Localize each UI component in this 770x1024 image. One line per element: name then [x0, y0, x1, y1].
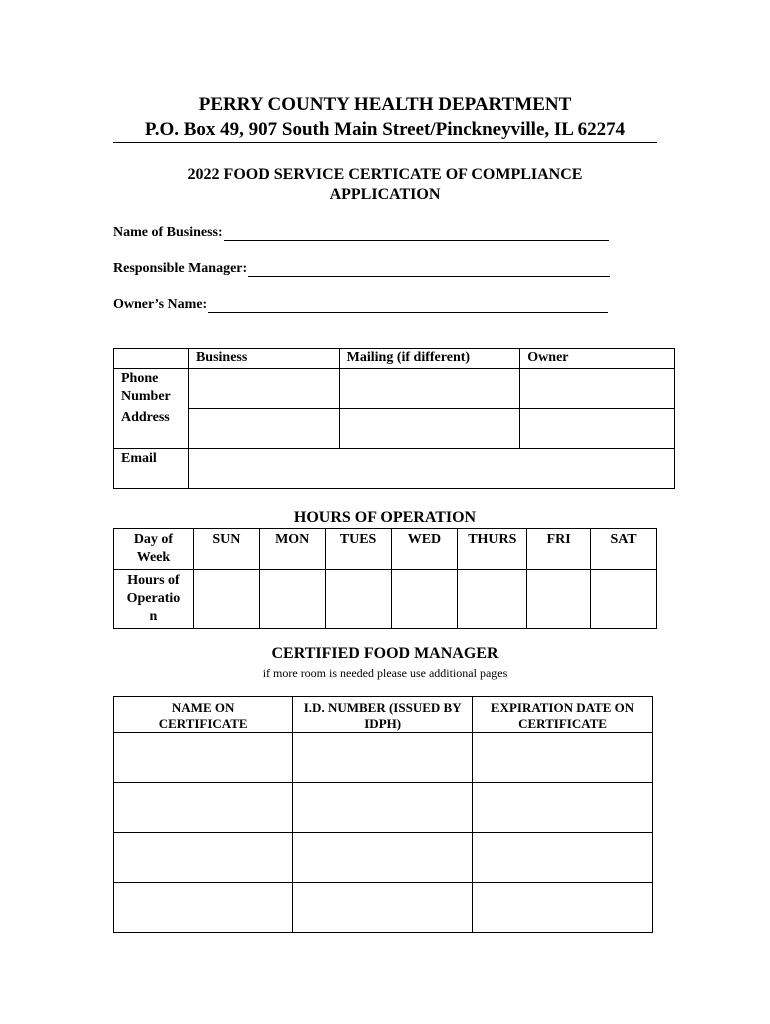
- cfm-name-cell[interactable]: [114, 783, 293, 833]
- contact-corner-cell: [114, 349, 189, 369]
- cfm-expiration-cell[interactable]: [473, 733, 653, 783]
- hours-table: [113, 528, 657, 629]
- responsible-manager-line[interactable]: [248, 262, 610, 277]
- header-underline: [113, 142, 657, 143]
- cfm-name-cell[interactable]: [114, 733, 293, 783]
- mailing-address-cell[interactable]: [339, 409, 520, 449]
- business-name-line[interactable]: [224, 226, 609, 241]
- contact-table: [113, 348, 675, 489]
- day-sun: SUN: [193, 529, 259, 570]
- business-name-label: Name of Business:: [113, 225, 223, 240]
- form-title-continued: APPLICATION: [329, 186, 441, 203]
- cfm-id-cell[interactable]: [293, 833, 473, 883]
- hours-of-operation-label: Hours of Operatio n: [114, 570, 194, 629]
- cfm-name-cell[interactable]: [114, 833, 293, 883]
- responsible-manager-label: Responsible Manager:: [113, 261, 248, 276]
- day-thurs: THURS: [458, 529, 527, 570]
- hours-sat-cell[interactable]: [591, 570, 657, 629]
- business-address-cell[interactable]: [188, 409, 339, 449]
- day-mon: MON: [259, 529, 325, 570]
- hours-fri-cell[interactable]: [527, 570, 591, 629]
- business-phone-cell[interactable]: [188, 369, 339, 409]
- owner-address-cell[interactable]: [520, 409, 675, 449]
- column-header-business: Business: [188, 349, 339, 369]
- column-header-name-on-certificate: NAME ON CERTIFICATE: [114, 697, 293, 733]
- cfm-name-cell[interactable]: [114, 883, 293, 933]
- day-fri: FRI: [527, 529, 591, 570]
- cfm-id-cell[interactable]: [293, 883, 473, 933]
- column-header-mailing: Mailing (if different): [339, 349, 520, 369]
- responsible-manager-field[interactable]: [113, 261, 610, 277]
- mailing-phone-cell[interactable]: [339, 369, 520, 409]
- day-of-week-label: Day of Week: [114, 529, 194, 570]
- row-label-phone-address: [114, 369, 189, 449]
- hours-tues-cell[interactable]: [325, 570, 391, 629]
- cfm-title: CERTIFIED FOOD MANAGER: [271, 645, 499, 662]
- cfm-expiration-cell[interactable]: [473, 833, 653, 883]
- department-address: P.O. Box 49, 907 South Main Street/Pinckneyville, IL 62274: [144, 119, 626, 140]
- hours-wed-cell[interactable]: [391, 570, 458, 629]
- row-label-address: Address: [121, 410, 170, 425]
- column-header-id-number: I.D. NUMBER (ISSUED BY IDPH): [293, 697, 473, 733]
- cfm-id-cell[interactable]: [293, 783, 473, 833]
- hours-sun-cell[interactable]: [193, 570, 259, 629]
- business-name-field[interactable]: [113, 225, 609, 241]
- owner-phone-cell[interactable]: [520, 369, 675, 409]
- row-label-phone: Phone Number: [121, 371, 171, 404]
- column-header-owner: Owner: [520, 349, 675, 369]
- day-wed: WED: [391, 529, 458, 570]
- day-tues: TUES: [325, 529, 391, 570]
- column-header-expiration-date: EXPIRATION DATE ON CERTIFICATE: [473, 697, 653, 733]
- cfm-note: if more room is needed please use additional pages: [262, 666, 508, 680]
- hours-thurs-cell[interactable]: [458, 570, 527, 629]
- cfm-expiration-cell[interactable]: [473, 783, 653, 833]
- owner-name-label: Owner’s Name:: [113, 297, 208, 312]
- form-title: 2022 FOOD SERVICE CERTICATE OF COMPLIANCE: [187, 166, 583, 183]
- cfm-expiration-cell[interactable]: [473, 883, 653, 933]
- email-cell[interactable]: [188, 449, 674, 489]
- cfm-table: [113, 696, 653, 933]
- row-label-email: Email: [114, 449, 189, 489]
- hours-title: HOURS OF OPERATION: [293, 509, 477, 526]
- cfm-id-cell[interactable]: [293, 733, 473, 783]
- day-sat: SAT: [591, 529, 657, 570]
- owner-name-field[interactable]: [113, 297, 608, 313]
- owner-name-line[interactable]: [208, 298, 608, 313]
- department-name: PERRY COUNTY HEALTH DEPARTMENT: [198, 94, 572, 115]
- hours-mon-cell[interactable]: [259, 570, 325, 629]
